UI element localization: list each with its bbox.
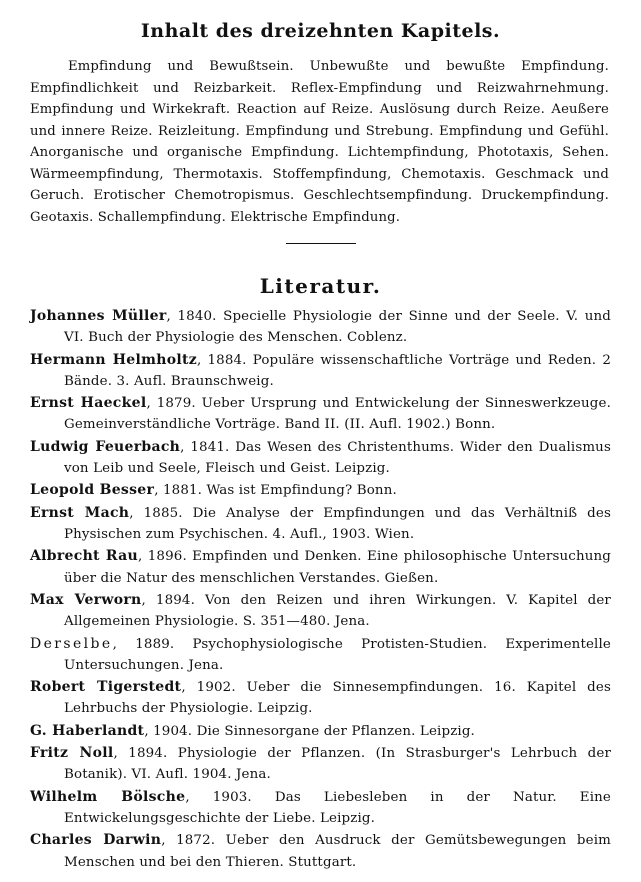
entry-author: Charles Darwin: [30, 832, 162, 849]
entry-citation: , 1889. Psychophysiologische Protisten-Studien. Experimentelle Untersuchungen. Jena.: [64, 636, 611, 673]
literature-entry: [30, 503, 611, 545]
entry-author: Ernst Haeckel: [30, 395, 147, 412]
entry-author: Max Verworn: [30, 591, 142, 608]
literature-entry: [30, 437, 611, 479]
literature-entry: [30, 350, 611, 392]
literature-entry: [30, 546, 611, 588]
literature-entry: [30, 634, 611, 676]
entry-citation: , 1881. Was ist Empfindung? Bonn.: [154, 483, 397, 499]
entry-author: Albrecht Rau: [30, 548, 139, 565]
entry-citation: , 1885. Die Analyse der Empfindungen und das Verhältniß des Physischen zum Psychischen. 4. Aufl., 1903. Wien.: [64, 505, 611, 542]
chapter-summary-text: Empfindung und Bewußtsein. Unbewußte und bewußte Empfindung. Empfindlichkeit und Reizbarkeit. Reflex-Empfindung und Reizwahrnehmung. Empfindung und Wirkekraft. Reaction auf Reize. Auslösung durch Reize. Aeußere und innere Reize. Reizleitung. Empfindung und Strebung. Empfindung und Gefühl. Anorganische und organische Empfindung. Lichtempfindung, Phototaxis, Sehen. Wärmeempfindung, Thermotaxis. Stoffempfindung, Chemotaxis. Geschmack und Geruch. Erotischer Chemotropismus. Geschlechtsempfindung. Druckempfindung. Geotaxis. Schallempfindung. Elektrische Empfindung.: [30, 59, 609, 225]
entry-author: Hermann Helmholtz: [30, 351, 197, 368]
literature-entry: [30, 830, 611, 872]
entry-author: Ernst Mach: [30, 504, 130, 521]
entry-citation: , 1904. Die Sinnesorgane der Pflanzen. Leipzig.: [144, 723, 475, 739]
entry-author: Wilhelm Bölsche: [30, 788, 186, 805]
entry-citation: , 1902. Ueber die Sinnesempfindungen. 16. Kapitel des Lehrbuchs der Physiologie. Leipzig.: [64, 680, 611, 717]
literature-list: [30, 306, 611, 874]
entry-citation: , 1894. Von den Reizen und ihren Wirkungen. V. Kapitel der Allgemeinen Physiologie. S. 351—480. Jena.: [64, 592, 611, 630]
entry-citation: , 1903. Das Liebesleben in der Natur. Eine Entwickelungsgeschichte der Liebe. Leipzig.: [64, 789, 612, 826]
literature-entry: [30, 787, 611, 829]
literature-title: Literatur.: [259, 274, 382, 298]
literature-entry: [30, 721, 611, 742]
section-divider: [286, 243, 356, 244]
entry-citation: , 1841. Das Wesen des Christenthums. Wider den Dualismus von Leib und Seele, Fleisch und Geist. Leipzig.: [64, 439, 611, 476]
literature-entry: [30, 677, 611, 719]
entry-author: Fritz Noll: [30, 745, 114, 762]
entry-author: G. Haberlandt: [30, 722, 145, 739]
chapter-summary: [30, 56, 609, 228]
entry-author: Leopold Besser: [30, 482, 155, 499]
literature-entry: [30, 480, 611, 501]
entry-citation: , 1840. Specielle Physiologie der Sinne und der Seele. V. und VI. Buch der Physiologie des Menschen. Coblenz.: [64, 309, 611, 346]
entry-author: Johannes Müller: [30, 308, 167, 324]
entry-author: Robert Tigerstedt: [30, 679, 182, 696]
entry-citation: , 1896. Empfinden und Denken. Eine philosophische Untersuchung über die Natur des menschlichen Verstandes. Gießen.: [64, 549, 611, 586]
entry-citation: , 1894. Physiologie der Pflanzen. (In Strasburger's Lehrbuch der Botanik). VI. Aufl. 1904. Jena.: [64, 746, 612, 783]
entry-citation: , 1872. Ueber den Ausdruck der Gemütsbewegungen beim Menschen und bei den Thieren. Stuttgart.: [64, 833, 612, 870]
entry-author: Derselbe: [30, 635, 113, 652]
entry-citation: , 1879. Ueber Ursprung und Entwickelung der Sinneswerkzeuge. Gemeinverständliche Vorträge. Band II. (II. Aufl. 1902.) Bonn.: [64, 396, 611, 433]
literature-entry: [30, 306, 611, 348]
literature-entry: [30, 590, 611, 632]
literature-entry: [30, 743, 611, 785]
literature-entry: [30, 393, 611, 435]
entry-author: Ludwig Feuerbach: [30, 438, 181, 455]
chapter-contents-title: Inhalt des dreizehnten Kapitels.: [140, 20, 501, 42]
entry-citation: , 1884. Populäre wissenschaftliche Vorträge und Reden. 2 Bände. 3. Aufl. Braunschweig.: [64, 352, 611, 389]
